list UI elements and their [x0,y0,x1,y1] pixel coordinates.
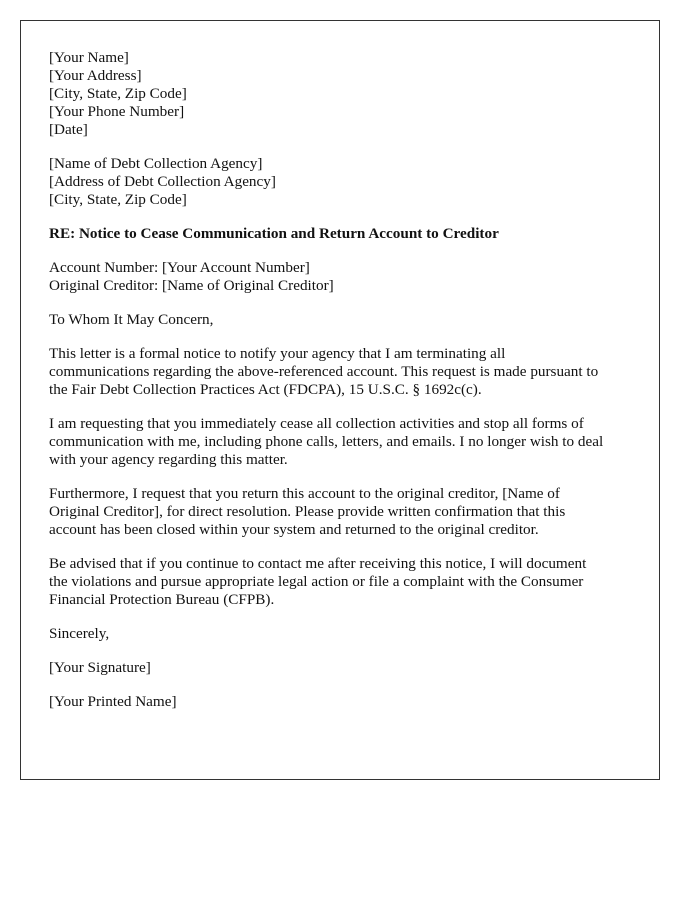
paragraph-line: with your agency regarding this matter. [49,451,288,468]
account-block [49,259,639,295]
body-paragraph-4 [49,555,639,609]
signature: [Your Signature] [49,659,151,676]
paragraph-line: communication with me, including phone calls, letters, and emails. I no longer wish to deal [49,433,604,450]
body-paragraph-2 [49,415,639,469]
paragraph-line: account has been closed within your system and returned to the original creditor. [49,521,539,538]
paragraph-line: Furthermore, I request that you return this account to the original creditor, [Name of [49,485,560,502]
sender-address: [Your Address] [49,67,142,84]
sender-name: [Your Name] [49,49,129,66]
subject-line: RE: Notice to Cease Communication and Return Account to Creditor [49,225,499,242]
letter-content [49,49,639,727]
recipient-name: [Name of Debt Collection Agency] [49,155,263,172]
salutation: To Whom It May Concern, [49,311,214,328]
recipient-address: [Address of Debt Collection Agency] [49,173,276,190]
letter-date: [Date] [49,121,88,138]
sender-block [49,49,639,139]
letter-page [20,20,660,780]
paragraph-line: Be advised that if you continue to contact me after receiving this notice, I will document [49,555,587,572]
paragraph-line: Financial Protection Bureau (CFPB). [49,591,275,608]
original-creditor: Original Creditor: [Name of Original Creditor] [49,277,334,294]
account-number: Account Number: [Your Account Number] [49,259,310,276]
body-paragraph-3 [49,485,639,539]
paragraph-line: the violations and pursue appropriate legal action or file a complaint with the Consumer [49,573,584,590]
paragraph-line: Original Creditor], for direct resolution. Please provide written confirmation that this [49,503,566,520]
paragraph-line: I am requesting that you immediately cease all collection activities and stop all forms of [49,415,584,432]
sender-city-state-zip: [City, State, Zip Code] [49,85,187,102]
recipient-block [49,155,639,209]
paragraph-line: This letter is a formal notice to notify your agency that I am terminating all [49,345,506,362]
paragraph-line: communications regarding the above-referenced account. This request is made pursuant to [49,363,599,380]
paragraph-line: the Fair Debt Collection Practices Act (FDCPA), 15 U.S.C. § 1692c(c). [49,381,482,398]
sender-phone: [Your Phone Number] [49,103,185,120]
closing: Sincerely, [49,625,110,642]
body-paragraph-1 [49,345,639,399]
printed-name: [Your Printed Name] [49,693,177,710]
recipient-city-state-zip: [City, State, Zip Code] [49,191,187,208]
